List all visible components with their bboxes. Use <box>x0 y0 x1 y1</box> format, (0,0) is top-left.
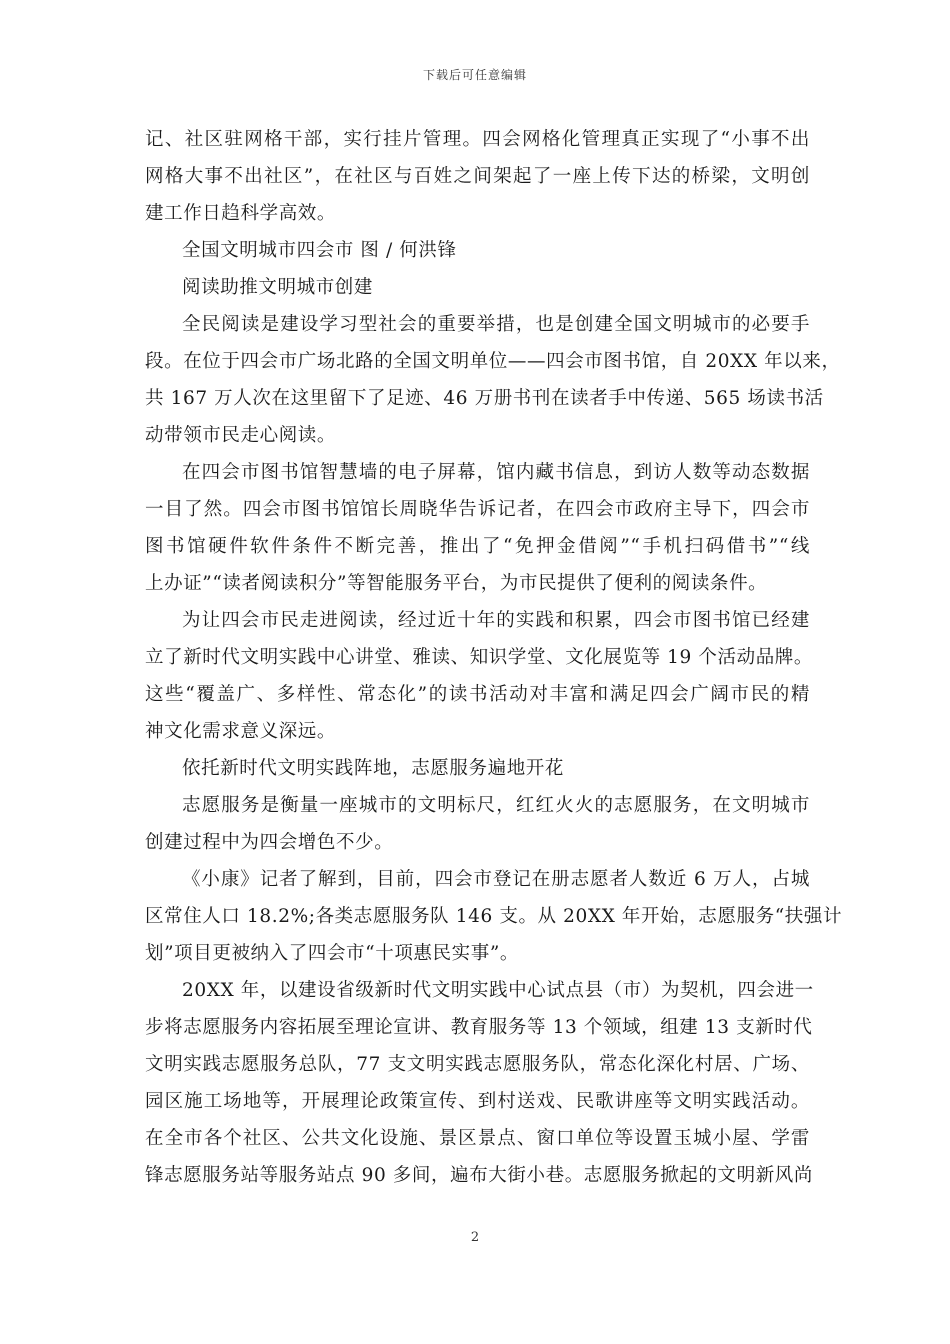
page-number: 2 <box>470 1230 480 1245</box>
text-line: 网格大事不出社区”，在社区与百姓之间架起了一座上传下达的桥梁，文明创 <box>145 166 810 187</box>
text-line: 区常住人口 18.2%;各类志愿服务队 146 支。从 20XX 年开始，志愿服务“扶强计 <box>145 906 843 927</box>
text-line: 上办证”“读者阅读积分”等智能服务平台，为市民提供了便利的阅读条件。 <box>145 573 768 594</box>
text-line: 共 167 万人次在这里留下了足迹、46 万册书刊在读者手中传递、565 场读书活 <box>145 388 824 409</box>
page-header-note: 下载后可任意编辑 <box>422 68 527 82</box>
text-line: 《小康》记者了解到，目前，四会市登记在册志愿者人数近 6 万人，占城 <box>182 869 810 890</box>
text-line: 步将志愿服务内容拓展至理论宣讲、教育服务等 13 个领域，组建 13 支新时代 <box>145 1017 813 1038</box>
text-line: 创建过程中为四会增色不少。 <box>145 832 394 853</box>
text-line: 在四会市图书馆智慧墙的电子屏幕，馆内藏书信息，到访人数等动态数据 <box>182 462 810 483</box>
text-line: 在全市各个社区、公共文化设施、景区景点、窗口单位等设置玉城小屋、学雷 <box>145 1128 810 1149</box>
text-line: 志愿服务是衡量一座城市的文明标尺，红红火火的志愿服务，在文明城市 <box>182 795 810 816</box>
text-line: 阅读助推文明城市创建 <box>182 277 374 298</box>
text-line: 神文化需求意义深远。 <box>145 721 337 742</box>
text-line: 一目了然。四会市图书馆馆长周晓华告诉记者，在四会市政府主导下，四会市 <box>145 499 810 520</box>
text-line: 划”项目更被纳入了四会市“十项惠民实事”。 <box>145 943 519 964</box>
text-line: 全民阅读是建设学习型社会的重要举措，也是创建全国文明城市的必要手 <box>182 314 810 335</box>
text-line: 动带领市民走心阅读。 <box>145 425 337 446</box>
text-line: 依托新时代文明实践阵地，志愿服务遍地开花 <box>182 758 565 779</box>
text-line: 20XX 年，以建设省级新时代文明实践中心试点县（市）为契机，四会进一 <box>182 980 814 1001</box>
text-line: 园区施工场地等，开展理论政策宣传、到村送戏、民歌讲座等文明实践活动。 <box>145 1091 810 1112</box>
text-line: 立了新时代文明实践中心讲堂、雅读、知识学堂、文化展览等 19 个活动品牌。 <box>145 647 814 668</box>
text-line: 记、社区驻网格干部，实行挂片管理。四会网格化管理真正实现了“小事不出 <box>145 129 810 150</box>
document-body <box>145 121 843 1194</box>
text-line: 建工作日趋科学高效。 <box>145 203 337 224</box>
text-line: 全国文明城市四会市 图 / 何洪锋 <box>182 240 457 261</box>
text-line: 图书馆硬件软件条件不断完善，推出了“免押金借阅”“手机扫码借书”“线 <box>145 536 810 557</box>
text-line: 锋志愿服务站等服务站点 90 多间，遍布大街小巷。志愿服务掀起的文明新风尚 <box>145 1165 814 1186</box>
text-line: 段。在位于四会市广场北路的全国文明单位——四会市图书馆，自 20XX 年以来， <box>145 351 841 372</box>
text-line: 文明实践志愿服务总队，77 支文明实践志愿服务队，常态化深化村居、广场、 <box>145 1054 810 1075</box>
text-line: 这些“覆盖广、多样性、常态化”的读书活动对丰富和满足四会广阔市民的精 <box>145 684 810 705</box>
text-line: 为让四会市民走进阅读，经过近十年的实践和积累，四会市图书馆已经建 <box>182 610 810 631</box>
